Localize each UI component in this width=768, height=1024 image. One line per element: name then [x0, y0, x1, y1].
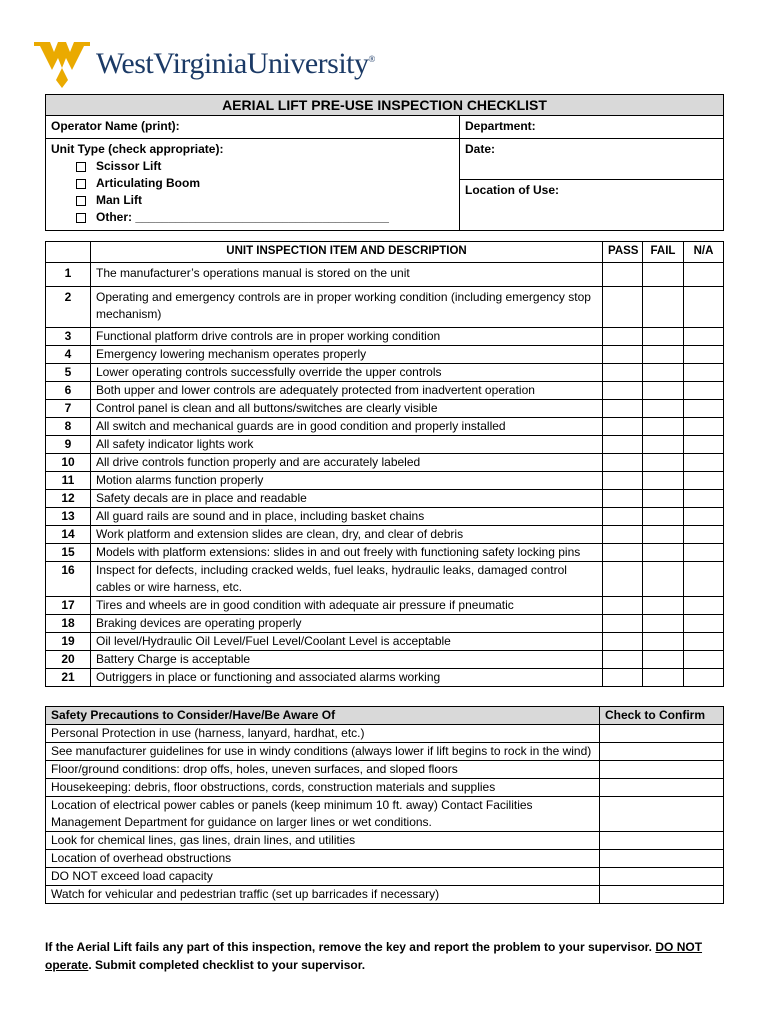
- check-cell[interactable]: [600, 868, 724, 886]
- pass-cell[interactable]: [603, 287, 643, 328]
- fail-cell[interactable]: [643, 526, 684, 544]
- na-cell[interactable]: [684, 454, 724, 472]
- table-row: [46, 597, 724, 615]
- safety-header-row: [46, 707, 724, 725]
- item-number: 11: [46, 472, 91, 490]
- table-row: [46, 562, 724, 597]
- checkbox-icon[interactable]: [76, 213, 86, 223]
- safety-table: [45, 706, 724, 904]
- fail-cell[interactable]: [643, 328, 684, 346]
- item-description: Battery Charge is acceptable: [91, 651, 603, 669]
- table-row: [46, 797, 724, 832]
- item-description: Oil level/Hydraulic Oil Level/Fuel Level/Coolant Level is acceptable: [91, 633, 603, 651]
- university-name: WestVirginiaUniversity®: [96, 47, 375, 80]
- table-row: [46, 832, 724, 850]
- pass-cell[interactable]: [603, 263, 643, 287]
- check-cell[interactable]: [600, 743, 724, 761]
- num-header: [46, 242, 91, 263]
- item-description: All switch and mechanical guards are in good condition and properly installed: [91, 418, 603, 436]
- item-number: 4: [46, 346, 91, 364]
- na-cell[interactable]: [684, 436, 724, 454]
- check-cell[interactable]: [600, 797, 724, 832]
- na-cell[interactable]: [684, 287, 724, 328]
- inspection-header-row: [46, 242, 724, 263]
- item-description: Tires and wheels are in good condition with adequate air pressure if pneumatic: [91, 597, 603, 615]
- item-description: Work platform and extension slides are clean, dry, and clear of debris: [91, 526, 603, 544]
- fail-cell[interactable]: [643, 418, 684, 436]
- na-cell[interactable]: [684, 562, 724, 597]
- pass-cell[interactable]: [603, 454, 643, 472]
- option-man-lift[interactable]: Man Lift: [51, 192, 454, 209]
- item-number: 1: [46, 263, 91, 287]
- table-row: [46, 400, 724, 418]
- precaution-text: Location of overhead obstructions: [46, 850, 600, 868]
- table-row: [46, 287, 724, 328]
- item-description: Emergency lowering mechanism operates properly: [91, 346, 603, 364]
- na-cell[interactable]: [684, 651, 724, 669]
- pass-cell[interactable]: [603, 562, 643, 597]
- item-description: Functional platform drive controls are in proper working condition: [91, 328, 603, 346]
- item-number: 2: [46, 287, 91, 328]
- item-description: Safety decals are in place and readable: [91, 490, 603, 508]
- pass-cell[interactable]: [603, 346, 643, 364]
- item-header: UNIT INSPECTION ITEM AND DESCRIPTION: [91, 242, 603, 263]
- na-cell[interactable]: [684, 508, 724, 526]
- fail-cell[interactable]: [643, 436, 684, 454]
- na-header: N/A: [684, 242, 724, 263]
- precaution-text: See manufacturer guidelines for use in windy conditions (always lower if lift begins to rock in the wind): [46, 743, 600, 761]
- pass-cell[interactable]: [603, 633, 643, 651]
- pass-cell[interactable]: [603, 526, 643, 544]
- inspection-table: [45, 241, 724, 687]
- option-articulating-boom[interactable]: Articulating Boom: [51, 175, 454, 192]
- item-description: Outriggers in place or functioning and associated alarms working: [91, 669, 603, 687]
- fail-cell[interactable]: [643, 508, 684, 526]
- table-row: [46, 364, 724, 382]
- item-number: 20: [46, 651, 91, 669]
- table-row: [46, 472, 724, 490]
- flying-wv-icon: [34, 38, 90, 88]
- table-row: [46, 490, 724, 508]
- item-number: 12: [46, 490, 91, 508]
- item-number: 8: [46, 418, 91, 436]
- na-cell[interactable]: [684, 615, 724, 633]
- checkbox-icon[interactable]: [76, 162, 86, 172]
- table-row: [46, 850, 724, 868]
- item-number: 9: [46, 436, 91, 454]
- pass-cell[interactable]: [603, 615, 643, 633]
- operator-info-table: [45, 94, 724, 231]
- option-scissor-lift[interactable]: Scissor Lift: [51, 158, 454, 175]
- pass-cell[interactable]: [603, 382, 643, 400]
- table-row: [46, 761, 724, 779]
- fail-cell[interactable]: [643, 562, 684, 597]
- fail-cell[interactable]: [643, 287, 684, 328]
- table-row: [46, 544, 724, 562]
- date-field[interactable]: Date:: [460, 139, 724, 180]
- na-cell[interactable]: [684, 364, 724, 382]
- item-number: 10: [46, 454, 91, 472]
- precaution-text: Housekeeping: debris, floor obstructions, cords, construction materials and supplies: [46, 779, 600, 797]
- table-row: [46, 779, 724, 797]
- item-description: The manufacturer’s operations manual is stored on the unit: [91, 263, 603, 287]
- fail-cell[interactable]: [643, 454, 684, 472]
- item-number: 6: [46, 382, 91, 400]
- fail-header: FAIL: [643, 242, 684, 263]
- fail-cell[interactable]: [643, 651, 684, 669]
- item-description: Braking devices are operating properly: [91, 615, 603, 633]
- unit-type-field: [46, 139, 460, 231]
- check-cell[interactable]: [600, 886, 724, 904]
- pass-cell[interactable]: [603, 328, 643, 346]
- check-cell[interactable]: [600, 850, 724, 868]
- item-number: 15: [46, 544, 91, 562]
- item-description: Models with platform extensions: slides in and out freely with functioning safety locking pins: [91, 544, 603, 562]
- pass-cell[interactable]: [603, 669, 643, 687]
- pass-cell[interactable]: [603, 364, 643, 382]
- pass-cell[interactable]: [603, 400, 643, 418]
- item-number: 5: [46, 364, 91, 382]
- fail-cell[interactable]: [643, 263, 684, 287]
- table-row: [46, 651, 724, 669]
- pass-cell[interactable]: [603, 490, 643, 508]
- table-row: [46, 263, 724, 287]
- table-row: [46, 725, 724, 743]
- na-cell[interactable]: [684, 263, 724, 287]
- fail-cell[interactable]: [643, 669, 684, 687]
- precaution-text: Personal Protection in use (harness, lanyard, hardhat, etc.): [46, 725, 600, 743]
- precaution-text: Look for chemical lines, gas lines, drain lines, and utilities: [46, 832, 600, 850]
- item-description: All drive controls function properly and are accurately labeled: [91, 454, 603, 472]
- item-number: 13: [46, 508, 91, 526]
- fail-cell[interactable]: [643, 490, 684, 508]
- na-cell[interactable]: [684, 328, 724, 346]
- item-description: Motion alarms function properly: [91, 472, 603, 490]
- na-cell[interactable]: [684, 526, 724, 544]
- table-row: [46, 886, 724, 904]
- na-cell[interactable]: [684, 633, 724, 651]
- pass-cell[interactable]: [603, 508, 643, 526]
- item-description: Inspect for defects, including cracked welds, fuel leaks, hydraulic leaks, damaged control cables or wire harness, etc.: [91, 562, 603, 597]
- fail-cell[interactable]: [643, 597, 684, 615]
- na-cell[interactable]: [684, 544, 724, 562]
- table-row: [46, 418, 724, 436]
- table-row: [46, 382, 724, 400]
- item-number: 14: [46, 526, 91, 544]
- location-field[interactable]: Location of Use:: [460, 180, 724, 231]
- pass-cell[interactable]: [603, 418, 643, 436]
- fail-cell[interactable]: [643, 633, 684, 651]
- operator-name-field[interactable]: Operator Name (print):: [46, 116, 460, 139]
- item-description: All guard rails are sound and in place, including basket chains: [91, 508, 603, 526]
- table-row: [46, 633, 724, 651]
- department-field[interactable]: Department:: [460, 116, 724, 139]
- pass-header: PASS: [603, 242, 643, 263]
- unit-type-label: Unit Type (check appropriate):: [51, 142, 224, 156]
- pass-cell[interactable]: [603, 472, 643, 490]
- table-row: [46, 669, 724, 687]
- check-header: Check to Confirm: [600, 707, 724, 725]
- table-row: [46, 436, 724, 454]
- check-cell[interactable]: [600, 761, 724, 779]
- na-cell[interactable]: [684, 400, 724, 418]
- fail-cell[interactable]: [643, 472, 684, 490]
- item-description: Operating and emergency controls are in proper working condition (including emergency stop mechanism): [91, 287, 603, 328]
- wvu-logo: [34, 36, 375, 90]
- na-cell[interactable]: [684, 597, 724, 615]
- na-cell[interactable]: [684, 346, 724, 364]
- item-number: 18: [46, 615, 91, 633]
- table-row: [46, 346, 724, 364]
- option-other[interactable]: Other: ______________________________________: [51, 209, 454, 226]
- item-number: 17: [46, 597, 91, 615]
- item-number: 16: [46, 562, 91, 597]
- na-cell[interactable]: [684, 418, 724, 436]
- check-cell[interactable]: [600, 779, 724, 797]
- fail-cell[interactable]: [643, 364, 684, 382]
- item-description: Control panel is clean and all buttons/switches are clearly visible: [91, 400, 603, 418]
- footer-instructions: If the Aerial Lift fails any part of this inspection, remove the key and report the problem to your supervisor. DO NOT operate. Submit completed checklist to your supervisor.: [45, 940, 703, 972]
- item-number: 7: [46, 400, 91, 418]
- pass-cell[interactable]: [603, 544, 643, 562]
- table-row: [46, 868, 724, 886]
- item-description: Lower operating controls successfully override the upper controls: [91, 364, 603, 382]
- item-number: 3: [46, 328, 91, 346]
- precaution-text: Floor/ground conditions: drop offs, holes, uneven surfaces, and sloped floors: [46, 761, 600, 779]
- check-cell[interactable]: [600, 832, 724, 850]
- na-cell[interactable]: [684, 490, 724, 508]
- table-row: [46, 508, 724, 526]
- item-description: All safety indicator lights work: [91, 436, 603, 454]
- checkbox-icon[interactable]: [76, 179, 86, 189]
- pass-cell[interactable]: [603, 597, 643, 615]
- fail-cell[interactable]: [643, 400, 684, 418]
- item-description: Both upper and lower controls are adequately protected from inadvertent operation: [91, 382, 603, 400]
- precaution-text: Watch for vehicular and pedestrian traffic (set up barricades if necessary): [46, 886, 600, 904]
- item-number: 21: [46, 669, 91, 687]
- form-title: AERIAL LIFT PRE-USE INSPECTION CHECKLIST: [46, 95, 724, 116]
- fail-cell[interactable]: [643, 382, 684, 400]
- table-row: [46, 328, 724, 346]
- na-cell[interactable]: [684, 382, 724, 400]
- checkbox-icon[interactable]: [76, 196, 86, 206]
- fail-cell[interactable]: [643, 346, 684, 364]
- table-row: [46, 615, 724, 633]
- na-cell[interactable]: [684, 669, 724, 687]
- check-cell[interactable]: [600, 725, 724, 743]
- fail-cell[interactable]: [643, 544, 684, 562]
- precaution-text: DO NOT exceed load capacity: [46, 868, 600, 886]
- item-number: 19: [46, 633, 91, 651]
- fail-cell[interactable]: [643, 615, 684, 633]
- safety-item-header: Safety Precautions to Consider/Have/Be Aware Of: [46, 707, 600, 725]
- pass-cell[interactable]: [603, 436, 643, 454]
- na-cell[interactable]: [684, 472, 724, 490]
- table-row: [46, 454, 724, 472]
- table-row: [46, 743, 724, 761]
- pass-cell[interactable]: [603, 651, 643, 669]
- precaution-text: Location of electrical power cables or panels (keep minimum 10 ft. away) Contact Facilities Management Department for guidance on larger lines or wet conditions.: [46, 797, 600, 832]
- table-row: [46, 526, 724, 544]
